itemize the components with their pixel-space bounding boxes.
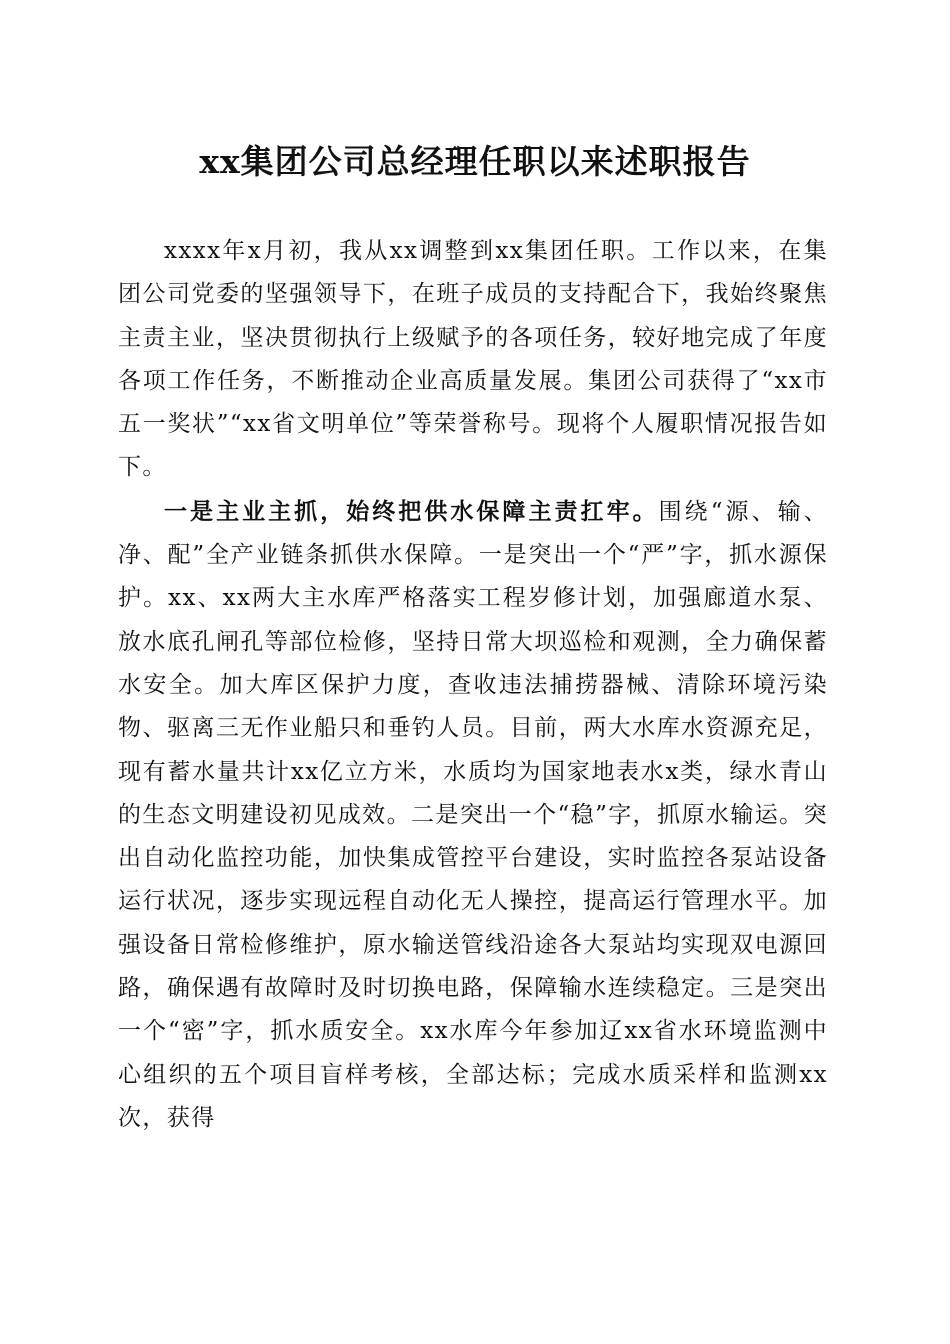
section-one-text: 围绕“源、输、净、配”全产业链条抓供水保障。一是突出一个“严”字，抓水源保护。xx、xx两大主水库严格落实工程岁修计划，加强廊道水泵、放水底孔闸孔等部位检修，坚持日常大坝巡检和观测，全力确保蓄水安全。加大库区保护力度，查收违法捕捞器械、清除环境污染物、驱离三无作业船只和垂钓人员。目前，两大水库水资源充足，现有蓄水量共计xx亿立方米，水质均为国家地表水x类，绿水青山的生态文明建设初见成效。二是突出一个“稳”字，抓原水输运。突出自动化监控功能，加快集成管控平台建设，实时监控各泵站设备运行状况，逐步实现远程自动化无人操控，提高运行管理水平。加强设备日常检修维护，原水输送管线沿途各大泵站均实现双电源回路，确保遇有故障时及时切换电路，保障输水连续稳定。三是突出一个“密”字，抓水质安全。xx水库今年参加辽xx省水环境监测中心组织的五个项目盲样考核，全部达标；完成水质采样和监测xx次，获得 — [118, 498, 828, 1131]
document-body — [118, 230, 828, 1140]
section-one-heading: 一是主业主抓，始终把供水保障主责扛牢。 — [164, 497, 659, 525]
document-title: xx集团公司总经理任职以来述职报告 — [199, 142, 751, 181]
paragraph-section-one — [118, 490, 828, 1140]
paragraph-intro-text: xxxx年x月初，我从xx调整到xx集团任职。工作以来，在集团公司党委的坚强领导下，在班子成员的支持配合下，我始终聚焦主责主业，坚决贯彻执行上级赋予的各项任务，较好地完成了年度各项工作任务，不断推动企业高质量发展。集团公司获得了“xx市五一奖状”“xx省文明单位”等荣誉称号。现将个人履职情况报告如下。 — [118, 238, 828, 481]
paragraph-intro — [118, 230, 828, 490]
